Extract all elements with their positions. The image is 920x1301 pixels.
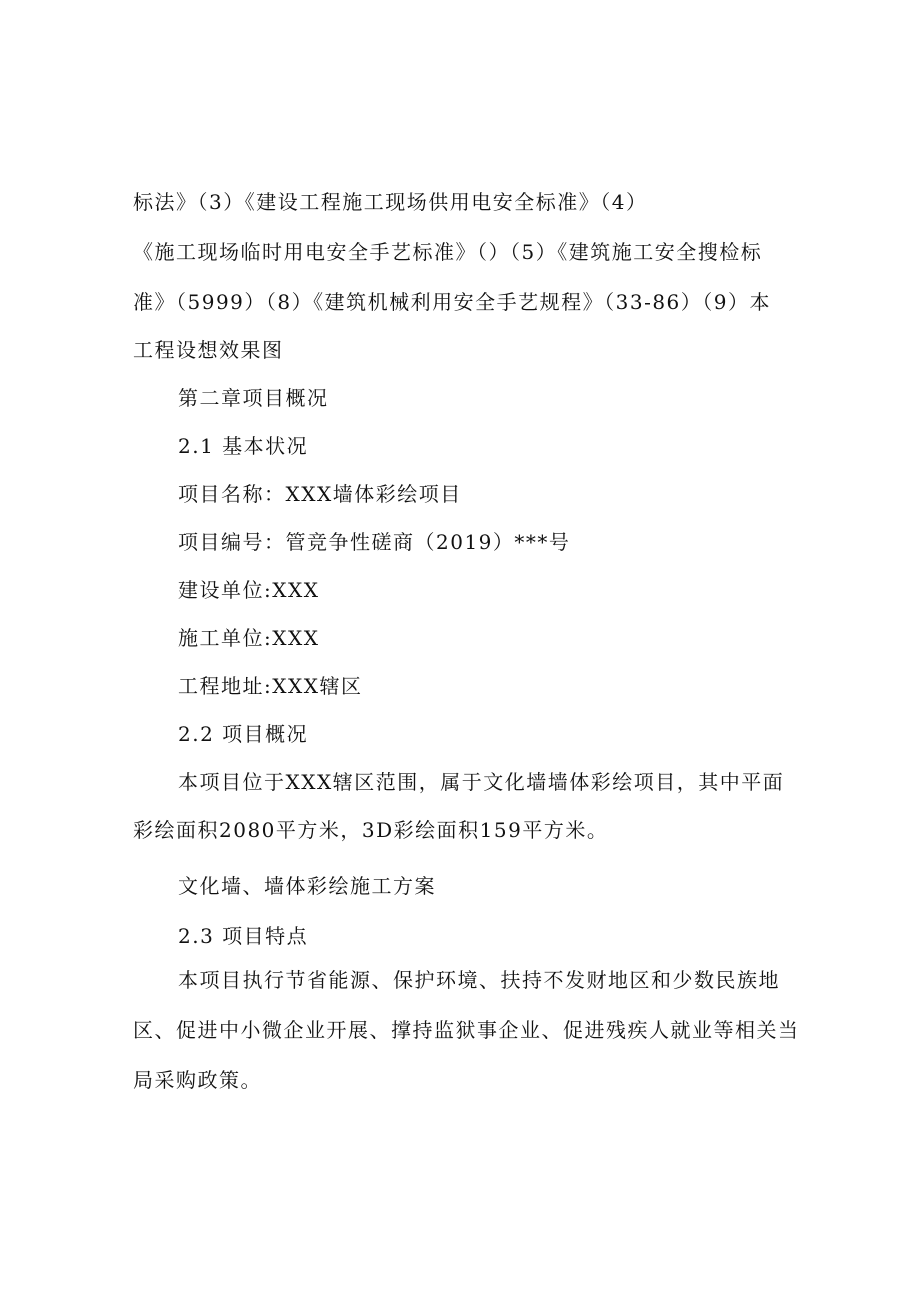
construction-contractor: 施工单位:XXX	[178, 626, 320, 650]
features-paragraph-line-2: 区、促进中小微企业开展、撑持监狱事企业、促进残疾人就业等相关当	[133, 1018, 800, 1042]
project-address: 工程地址:XXX辖区	[178, 674, 363, 698]
overview-paragraph-line-1: 本项目位于XXX辖区范围，属于文化墙墙体彩绘项目，其中平面	[178, 770, 785, 794]
section-heading-2-2: 2.2 项目概况	[178, 722, 309, 746]
section-heading-2-1: 2.1 基本状况	[178, 434, 309, 458]
paragraph-line-standards-4: 工程设想效果图	[133, 338, 284, 362]
project-number: 项目编号：管竞争性磋商（2019）***号	[178, 530, 571, 554]
chapter-heading: 第二章项目概况	[178, 386, 329, 410]
section-heading-2-3: 2.3 项目特点	[178, 924, 309, 948]
paragraph-line-standards-3: 准》（5999）（8）《建筑机械利用安全手艺规程》（33-86）（9）本	[133, 290, 772, 314]
overview-paragraph-line-2: 彩绘面积2080平方米，3D彩绘面积159平方米。	[133, 818, 609, 842]
paragraph-line-standards-2: 《施工现场临时用电安全手艺标准》（）（5）《建筑施工安全搜检标	[133, 240, 763, 264]
construction-plan-title: 文化墙、墙体彩绘施工方案	[178, 874, 436, 898]
paragraph-line-standards-1: 标法》（3）《建设工程施工现场供用电安全标准》（4）	[133, 190, 648, 214]
features-paragraph-line-1: 本项目执行节省能源、保护环境、扶持不发财地区和少数民族地	[178, 968, 780, 992]
project-name: 项目名称：XXX墙体彩绘项目	[178, 482, 462, 506]
construction-owner: 建设单位:XXX	[178, 578, 320, 602]
features-paragraph-line-3: 局采购政策。	[133, 1068, 262, 1092]
